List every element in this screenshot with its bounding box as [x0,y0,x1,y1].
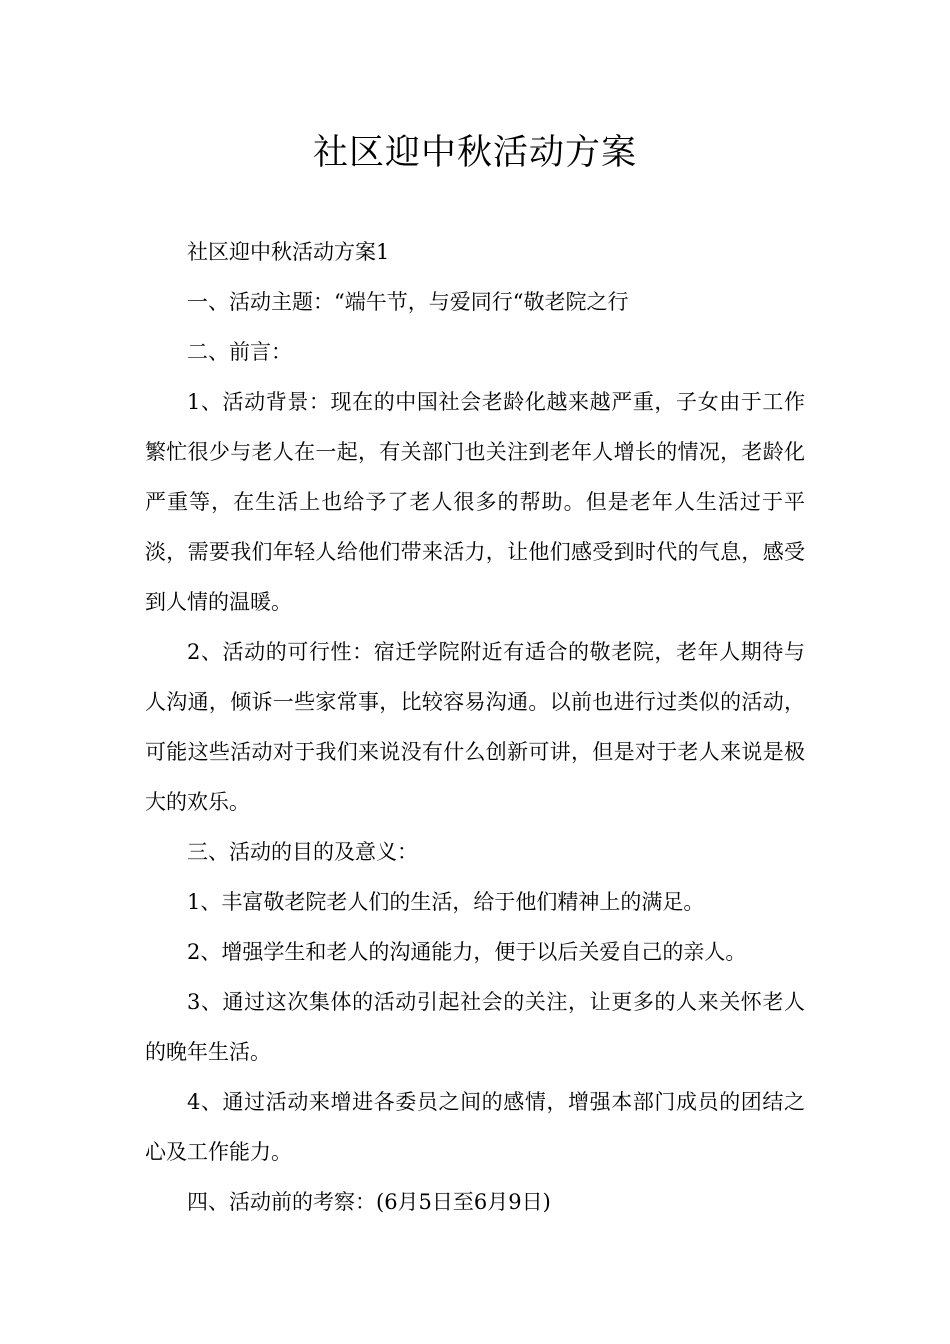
paragraph: 1、丰富敬老院老人们的生活，给于他们精神上的满足。 [187,890,705,914]
paragraph: 3、通过这次集体的活动引起社会的关注，让更多的人来关怀老人的晚年生活。 [145,990,805,1064]
document-body [145,227,805,1227]
paragraph: 4、通过活动来增进各委员之间的感情，增强本部门成员的团结之心及工作能力。 [145,1090,805,1164]
paragraph: 四、活动前的考察：(6月5日至6月9日) [187,1190,551,1214]
paragraph: 2、增强学生和老人的沟通能力，便于以后关爱自己的亲人。 [187,940,747,964]
paragraph: 二、前言： [187,340,292,364]
paragraph: 社区迎中秋活动方案1 [187,240,390,264]
paragraph: 一、活动主题：“端午节，与爱同行“敬老院之行 [187,290,629,314]
paragraph: 三、活动的目的及意义： [187,840,418,864]
document-title: 社区迎中秋活动方案 [312,133,637,173]
paragraph: 1、活动背景：现在的中国社会老龄化越来越严重，子女由于工作繁忙很少与老人在一起，有关部门也关注到老年人增长的情况，老龄化严重等，在生活上也给予了老人很多的帮助。但是老年人生活过于平淡，需要我们年轻人给他们带来活力，让他们感受到时代的气息，感受到人情的温暖。 [145,390,805,614]
paragraph: 2、活动的可行性：宿迁学院附近有适合的敬老院，老年人期待与人沟通，倾诉一些家常事，比较容易沟通。以前也进行过类似的活动，可能这些活动对于我们来说没有什么创新可讲，但是对于老人来说是极大的欢乐。 [145,640,805,814]
